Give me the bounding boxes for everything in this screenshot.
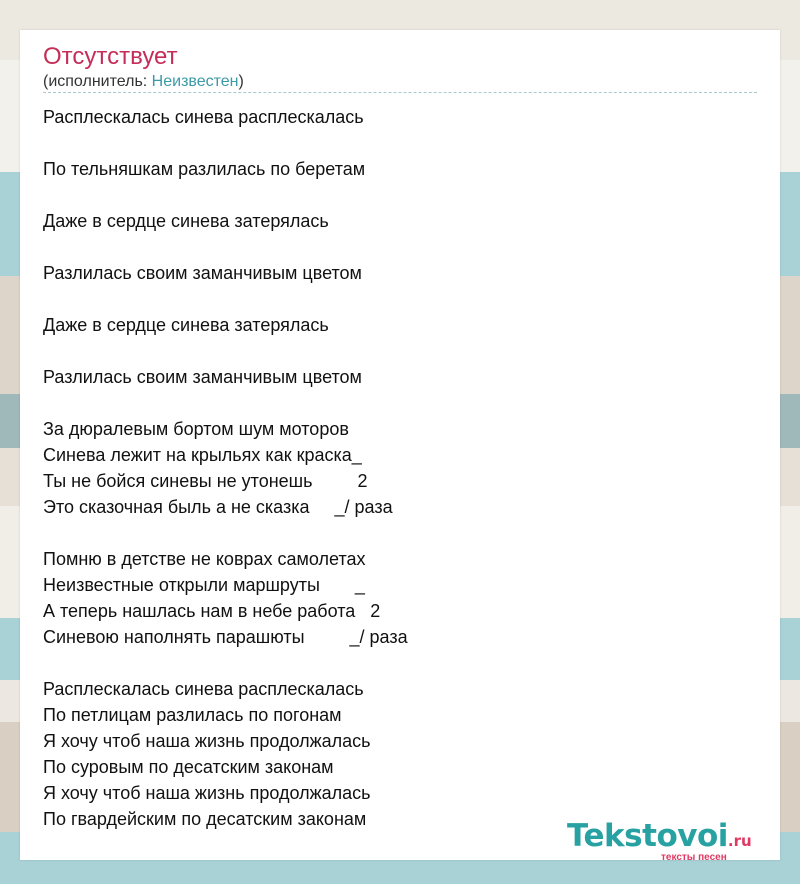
lyrics-card — [20, 30, 780, 863]
artist-line — [43, 73, 244, 91]
artist-suffix: ) — [238, 73, 244, 90]
logo-name: Tekstovoi — [567, 818, 728, 854]
lyrics-text: Расплескалась синева расплескалась По тельняшкам разлилась по беретам Даже в сердце синева затерялась Разлилась своим заманчивым цветом Даже в сердце синева затерялась Разлилась своим заманчивым цветом За дюралевым бортом шум моторов Синева лежит на крыльях как краска_ Ты не бойся синевы не утонешь 2 Это сказочная быль а не сказка _/ раза Помню в детстве не коврах самолетах Неизвестные открыли маршруты _ А теперь нашлась нам в небе работа 2 Синевою наполнять парашюты _/ раза Расплескалась синева расплескалась По петлицам разлилась по погонам Я хочу чтоб наша жизнь продолжалась По суровым по десатским законам Я хочу чтоб наша жизнь продолжалась По гвардейским по десатским законам — [43, 107, 408, 829]
artist-prefix: (исполнитель: — [43, 73, 152, 90]
logo-wordmark — [567, 818, 752, 854]
site-logo[interactable] — [567, 818, 777, 862]
logo-tagline: тексты песен — [661, 852, 727, 863]
artist-link[interactable]: Неизвестен — [151, 73, 239, 90]
logo-tld: .ru — [727, 832, 752, 850]
divider — [43, 92, 757, 93]
song-title: Отсутствует — [43, 43, 178, 70]
